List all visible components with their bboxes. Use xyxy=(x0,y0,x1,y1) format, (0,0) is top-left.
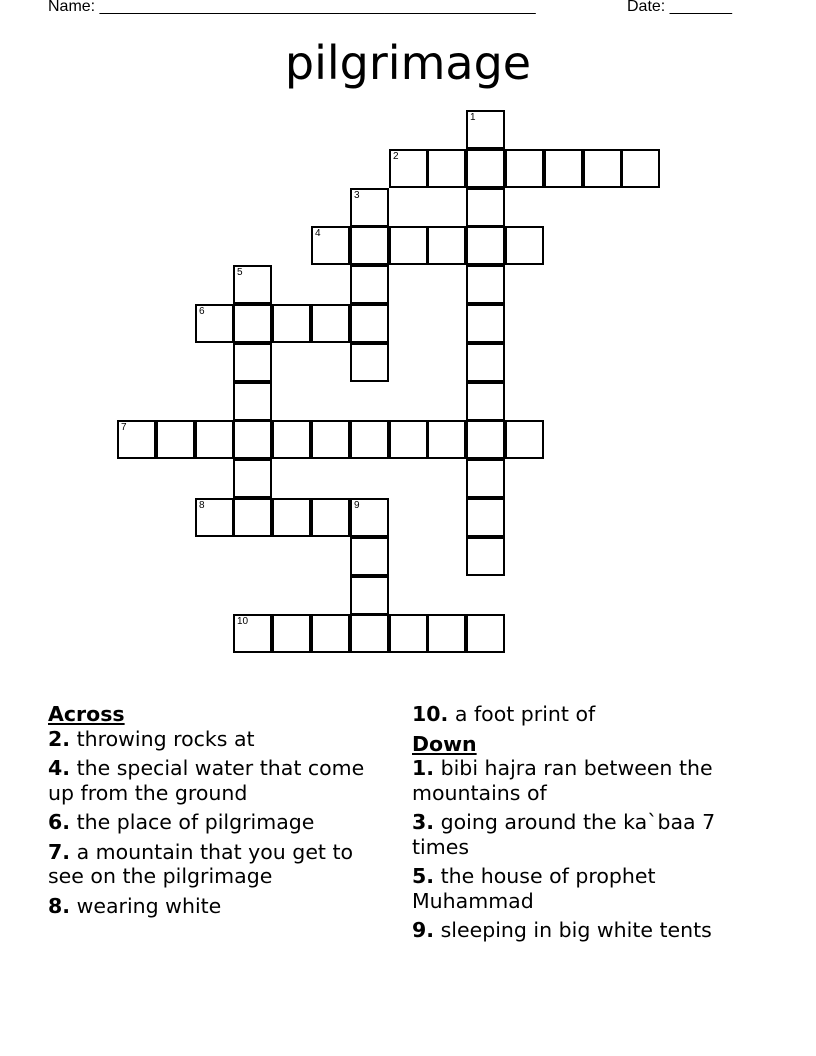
grid-cell[interactable] xyxy=(427,420,466,459)
grid-cell[interactable] xyxy=(427,226,466,265)
clue-number: 6. xyxy=(48,810,71,834)
grid-cell[interactable] xyxy=(427,614,466,653)
grid-cell[interactable] xyxy=(350,576,389,615)
grid-cell[interactable] xyxy=(505,226,544,265)
grid-cell[interactable] xyxy=(350,614,389,653)
date-field: Date: _______ xyxy=(627,0,732,15)
clue-text: a mountain that you get to see on the pilgrimage xyxy=(48,839,354,888)
cell-number: 2 xyxy=(393,151,399,162)
cell-number: 3 xyxy=(354,190,360,201)
grid-cell[interactable] xyxy=(195,304,234,343)
grid-cell[interactable] xyxy=(195,420,234,459)
cell-number: 1 xyxy=(470,112,476,123)
grid-cell[interactable] xyxy=(350,265,389,304)
grid-cell[interactable] xyxy=(466,343,505,382)
grid-cell[interactable] xyxy=(466,498,505,537)
clue-number: 8. xyxy=(48,893,71,918)
grid-cell[interactable] xyxy=(389,614,428,653)
clue-number: 1. xyxy=(412,756,435,780)
grid-cell[interactable] xyxy=(233,304,272,343)
grid-cell[interactable] xyxy=(311,614,350,653)
grid-cell[interactable] xyxy=(156,420,195,459)
grid-cell[interactable] xyxy=(233,343,272,382)
grid-cell[interactable] xyxy=(505,420,544,459)
grid-cell[interactable] xyxy=(350,537,389,576)
cell-number: 7 xyxy=(121,422,127,433)
grid-cell[interactable] xyxy=(272,614,311,653)
grid-cell[interactable] xyxy=(621,149,660,188)
grid-cell[interactable] xyxy=(272,304,311,343)
clue-down-3 xyxy=(412,810,762,859)
clue-across-10 xyxy=(412,702,762,727)
grid-cell[interactable] xyxy=(583,149,622,188)
grid-cell[interactable] xyxy=(466,420,505,459)
grid-cell[interactable] xyxy=(505,149,544,188)
cell-number: 8 xyxy=(199,500,205,511)
clue-across-6 xyxy=(48,810,378,835)
grid-cell[interactable] xyxy=(233,614,272,653)
grid-cell[interactable] xyxy=(466,188,505,227)
grid-cell[interactable] xyxy=(350,226,389,265)
clue-across-2 xyxy=(48,727,378,752)
grid-cell[interactable] xyxy=(272,420,311,459)
grid-cell[interactable] xyxy=(389,149,428,188)
clue-text: a foot print of xyxy=(454,702,596,726)
clue-across-4 xyxy=(48,756,378,805)
grid-cell[interactable] xyxy=(389,226,428,265)
cell-number: 10 xyxy=(237,616,249,627)
clue-number: 2. xyxy=(48,726,71,751)
grid-cell[interactable] xyxy=(466,614,505,653)
grid-cell[interactable] xyxy=(466,304,505,343)
down-clues xyxy=(412,702,762,948)
grid-cell[interactable] xyxy=(233,459,272,498)
grid-cell[interactable] xyxy=(544,149,583,188)
clue-number: 5. xyxy=(412,864,435,888)
puzzle-title: pilgrimage xyxy=(284,36,532,90)
clue-across-7 xyxy=(48,840,378,889)
clue-across-8 xyxy=(48,894,378,919)
clue-down-1 xyxy=(412,756,762,805)
grid-cell[interactable] xyxy=(195,498,234,537)
clue-text: the place of pilgrimage xyxy=(76,810,315,834)
clue-text: the special water that come up from the ground xyxy=(48,756,365,805)
clue-down-9 xyxy=(412,918,762,943)
clue-text: going around the ka`baa 7 times xyxy=(412,810,716,859)
grid-cell[interactable] xyxy=(350,420,389,459)
clue-number: 7. xyxy=(48,839,71,864)
cell-number: 5 xyxy=(237,267,243,278)
grid-cell[interactable] xyxy=(466,265,505,304)
clue-number: 9. xyxy=(412,918,435,942)
clue-number: 3. xyxy=(412,810,435,834)
grid-cell[interactable] xyxy=(311,226,350,265)
grid-cell[interactable] xyxy=(466,459,505,498)
clue-number: 4. xyxy=(48,756,71,780)
grid-cell[interactable] xyxy=(311,420,350,459)
grid-cell[interactable] xyxy=(233,265,272,304)
grid-cell[interactable] xyxy=(389,420,428,459)
clue-text: sleeping in big white tents xyxy=(440,918,712,942)
grid-cell[interactable] xyxy=(272,498,311,537)
grid-cell[interactable] xyxy=(427,149,466,188)
cell-number: 4 xyxy=(315,228,321,239)
grid-cell[interactable] xyxy=(311,498,350,537)
cell-number: 6 xyxy=(199,306,205,317)
down-heading: Down xyxy=(412,731,477,756)
clue-text: bibi hajra ran between the mountains of xyxy=(412,756,713,805)
grid-cell[interactable] xyxy=(466,226,505,265)
grid-cell[interactable] xyxy=(233,382,272,421)
grid-cell[interactable] xyxy=(466,382,505,421)
clue-text: throwing rocks at xyxy=(76,726,255,751)
grid-cell[interactable] xyxy=(350,343,389,382)
clue-text: wearing white xyxy=(76,893,222,918)
grid-cell[interactable] xyxy=(233,420,272,459)
grid-cell[interactable] xyxy=(117,420,156,459)
cell-number: 9 xyxy=(354,500,360,511)
grid-cell[interactable] xyxy=(466,537,505,576)
grid-cell[interactable] xyxy=(350,188,389,227)
clue-text: the house of prophet Muhammad xyxy=(412,864,656,913)
grid-cell[interactable] xyxy=(311,304,350,343)
grid-cell[interactable] xyxy=(350,304,389,343)
clue-down-5 xyxy=(412,864,762,913)
grid-cell[interactable] xyxy=(350,498,389,537)
name-field: Name: _________________________________________________ xyxy=(48,0,536,15)
grid-cell[interactable] xyxy=(466,110,505,149)
grid-cell[interactable] xyxy=(466,149,505,188)
across-clues xyxy=(48,702,378,923)
grid-cell[interactable] xyxy=(233,498,272,537)
across-heading: Across xyxy=(48,702,125,726)
clue-number: 10. xyxy=(412,702,449,726)
